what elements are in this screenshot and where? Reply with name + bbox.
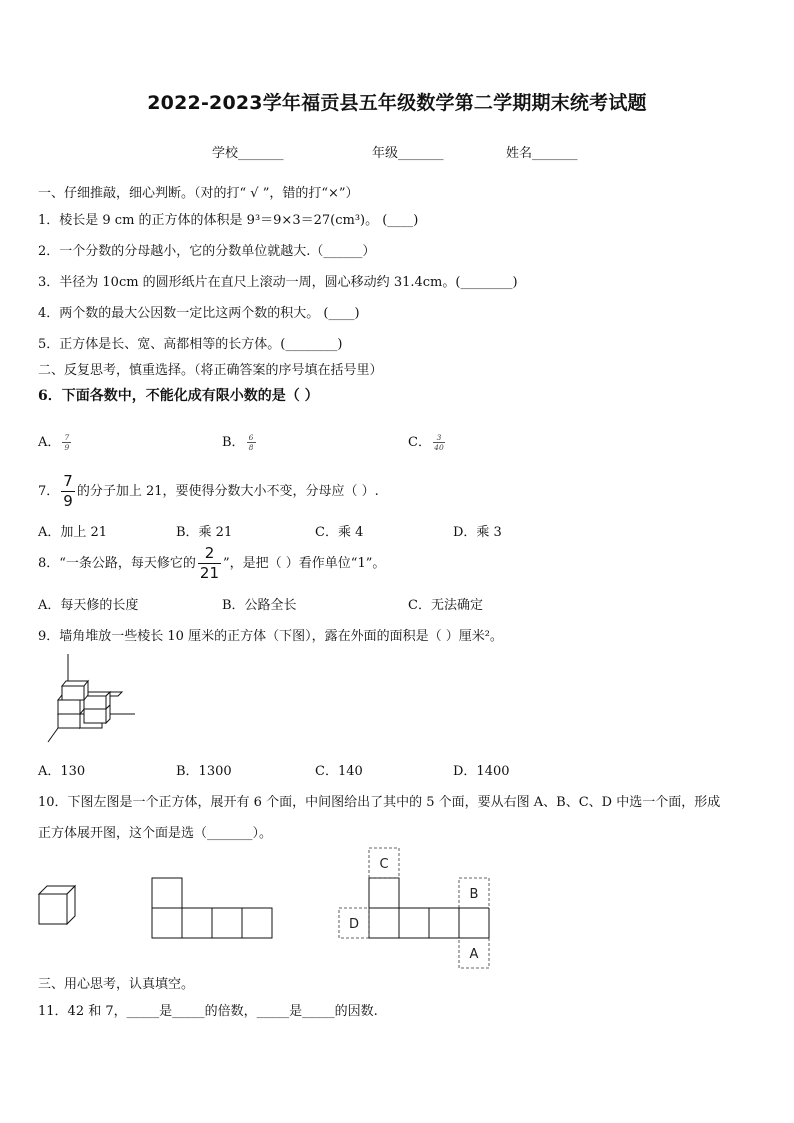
q8-option-a: A．每天修的长度 [38,598,139,613]
net-label-d: D [348,917,360,932]
question-3: 3．半径为 10cm 的圆形纸片在直尺上滚动一周，圆心移动约 31.4cm。(________) [38,275,518,290]
q7-option-a: A．加上 21 [38,525,108,540]
question-2: 2．一个分数的分母越小，它的分数单位就越大.（______） [38,244,376,259]
name-field: 姓名_______ [506,146,578,161]
q8-fraction: $\frac{2}{21}$ [199,544,220,582]
question-1: 1．棱长是 9 cm 的正方体的体积是 9³＝9×3＝27(cm³)。 (____) [38,213,419,228]
q8-option-c: C．无法确定 [408,598,483,613]
question-9: 9．墙角堆放一些棱长 10 厘米的正方体（下图），露在外面的面积是（ ）厘米²。 [38,629,503,644]
net-label-c: C [379,857,389,872]
net-label-b: B [469,887,479,902]
q6-option-a: A． $\frac{7}{9}$ [38,431,71,451]
q6-option-c: C． $\frac{3}{40}$ [408,432,444,452]
q7-fraction: $\frac{7}{9}$ [63,472,73,510]
corner-cubes-figure [40,652,140,747]
q6-fraction-c: $\frac{3}{40}$ [434,432,444,452]
question-4: 4．两个数的最大公因数一定比这两个数的积大。 (____) [38,306,360,321]
q8-option-b: B．公路全长 [222,598,297,613]
q7-option-b: B．乘 21 [176,525,233,540]
choice-net-figure [338,847,490,969]
question-6: 6．下面各数中，不能化成有限小数的是（ ） [38,388,319,404]
q6-fraction-a: $\frac{7}{9}$ [64,432,70,452]
q9-option-c: C．140 [315,764,363,779]
q6-fraction-b: $\frac{6}{8}$ [248,432,254,452]
page-title: 2022-2023学年福贡县五年级数学第二学期期末统考试题 [147,92,647,114]
section1-heading: 一、仔细推敲，细心判断。（对的打“ √ ”，错的打“×”） [38,186,359,201]
question-5: 5．正方体是长、宽、高都相等的长方体。(________) [38,337,343,352]
q9-option-a: A．130 [38,764,86,779]
section3-heading: 三、用心思考，认真填空。 [38,977,195,992]
section2-heading: 二、反复思考，慎重选择。（将正确答案的序号填在括号里） [38,363,383,378]
q7-option-c: C．乘 4 [315,525,364,540]
grade-field: 年级_______ [372,146,444,161]
question-8: 8．“一条公路，每天修它的 $\frac{2}{21}$ ”，是把（ ）看作单位“1”。 [38,544,386,582]
partial-net-figure [151,877,273,939]
school-field: 学校_______ [212,146,284,161]
cube-figure [38,885,78,927]
question-10-line1: 10．下图左图是一个正方体，展开有 6 个面，中间图给出了其中的 5 个面，要从右图 A、B、C、D 中选一个面，形成 [38,795,721,810]
question-7: 7． $\frac{7}{9}$ 的分子加上 21，要使得分数大小不变，分母应（ ）. [38,472,379,510]
question-11: 11．42 和 7，_____是_____的倍数，_____是_____的因数. [38,1004,378,1019]
q9-option-d: D．1400 [453,764,510,779]
q6-option-b: B． $\frac{6}{8}$ [222,431,256,451]
q7-option-d: D．乘 3 [453,525,502,540]
question-10-line2: 正方体展开图，这个面是选（_______）。 [38,826,273,841]
net-label-a: A [469,947,479,962]
q9-option-b: B．1300 [176,764,232,779]
